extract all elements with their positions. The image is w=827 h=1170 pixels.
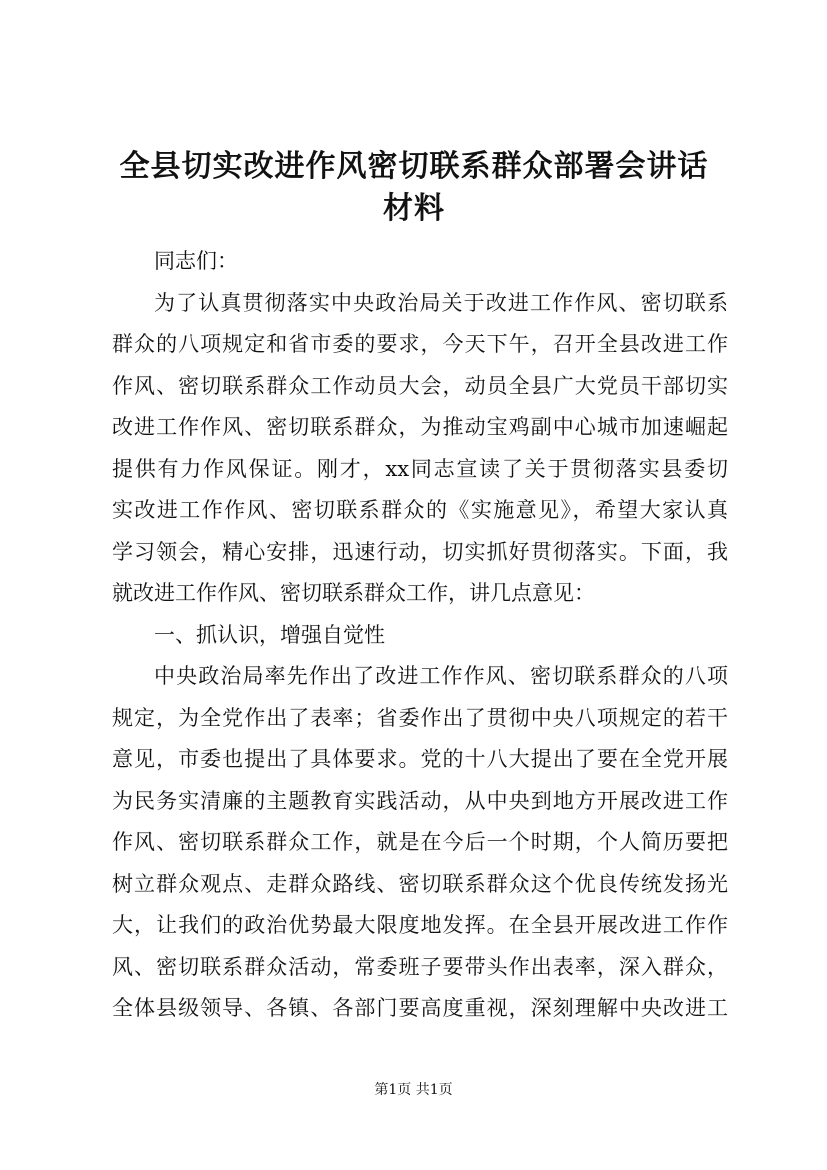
paragraph-line: 提供有力作风保证。刚才，xx同志宣读了关于贯彻落实县委切 [112, 456, 728, 481]
paragraph-line: 改进工作作风、密切联系群众，为推动宝鸡副中心城市加速崛起 [112, 415, 728, 439]
paragraph-line: 为民务实清廉的主题教育实践活动，从中央到地方开展改进工作 [112, 788, 728, 813]
paragraph-line: 全体县级领导、各镇、各部门要高度重视，深刻理解中央改进工 [112, 996, 728, 1020]
paragraph-line: 风、密切联系群众活动，常委班子要带头作出表率，深入群众， [112, 954, 728, 979]
paragraph-line: 为了认真贯彻落实中央政治局关于改进工作作风、密切联系 [154, 290, 728, 315]
paragraph-line: 规定，为全党作出了表率；省委作出了贯彻中央八项规定的若干 [112, 705, 728, 730]
document-body [112, 241, 728, 1030]
paragraph-line: 实改进工作作风、密切联系群众的《实施意见》，希望大家认真 [112, 498, 728, 522]
paragraph-line: 学习领会，精心安排，迅速行动，切实抓好贯彻落实。下面，我 [112, 539, 728, 564]
paragraph-1 [112, 283, 728, 615]
paragraph-line: 树立群众观点、走群众路线、密切联系群众这个优良传统发扬光 [112, 871, 728, 896]
paragraph-line: 大，让我们的政治优势最大限度地发挥。在全县开展改进工作作 [112, 913, 728, 937]
paragraph-line: 中央政治局率先作出了改进工作作风、密切联系群众的八项 [154, 664, 728, 688]
salutation: 同志们： [154, 249, 238, 273]
paragraph-line: 就改进工作作风、密切联系群众工作，讲几点意见： [112, 581, 595, 605]
paragraph-line: 意见，市委也提出了具体要求。党的十八大提出了要在全党开展 [112, 747, 728, 771]
paragraph-line: 群众的八项规定和省市委的要求，今天下午，召开全县改进工作 [112, 332, 728, 356]
paragraph-line: 作风、密切联系群众工作，就是在今后一个时期，个人简历要把 [112, 830, 728, 854]
page-footer: 第1页 共1页 [374, 1082, 453, 1098]
paragraph-2 [112, 656, 728, 1030]
paragraph-line: 作风、密切联系群众工作动员大会，动员全县广大党员干部切实 [112, 373, 728, 398]
document-title: 全县切实改进作风密切联系群众部署会讲话材料 [119, 149, 709, 226]
section-heading: 一、抓认识，增强自觉性 [154, 622, 385, 647]
